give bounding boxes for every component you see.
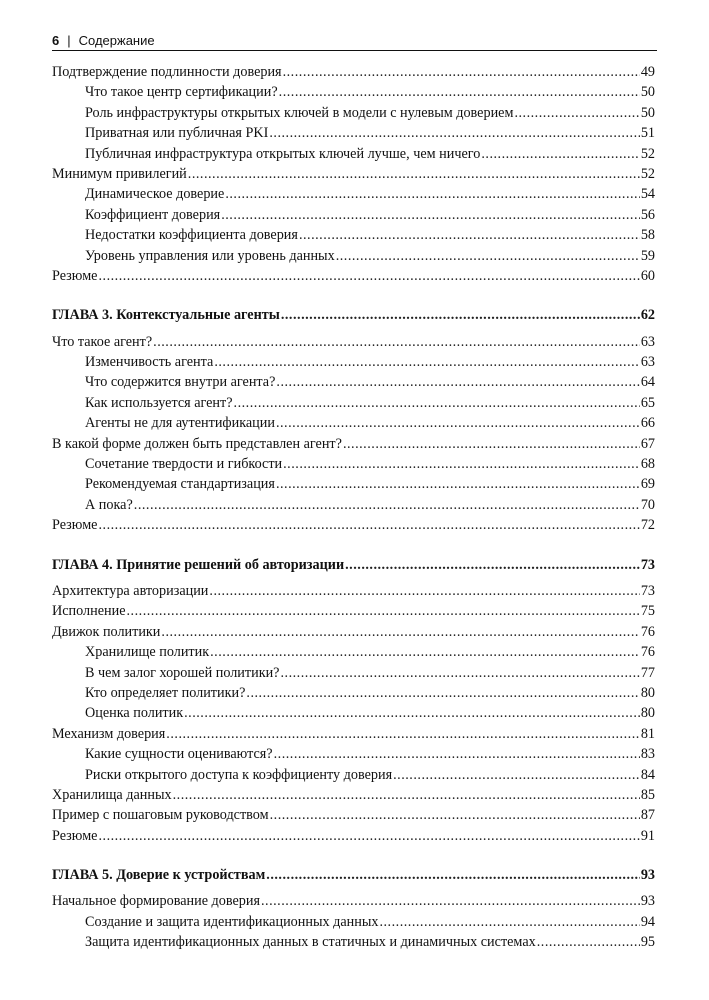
dot-leader xyxy=(379,912,639,932)
toc-entry-page: 80 xyxy=(640,684,655,701)
toc-entry xyxy=(52,82,655,102)
toc-entry xyxy=(52,332,655,352)
toc-entry-page: 68 xyxy=(640,456,655,473)
dot-leader xyxy=(188,164,640,184)
dot-leader xyxy=(234,393,640,413)
toc-entry-title: Архитектура авторизации xyxy=(52,582,209,599)
toc-entry-page: 64 xyxy=(640,374,655,391)
toc-entry xyxy=(52,372,655,392)
toc-entry xyxy=(52,205,655,225)
toc-entry-title: Хранилище политик xyxy=(85,644,210,661)
toc-entry xyxy=(52,663,655,683)
dot-leader xyxy=(225,184,640,204)
toc-entry xyxy=(52,826,655,846)
toc-entry-title: Риски открытого доступа к коэффициенту доверия xyxy=(85,766,393,783)
toc-entry xyxy=(52,266,655,286)
toc-entry-title: Кто определяет политики? xyxy=(85,684,246,701)
dot-leader xyxy=(276,474,640,494)
toc-entry xyxy=(52,495,655,515)
toc-entry-title: Резюме xyxy=(52,267,98,284)
toc-entry-title: А пока? xyxy=(85,496,133,513)
dot-leader xyxy=(283,62,640,82)
toc-entry xyxy=(52,434,655,454)
toc-entry xyxy=(52,724,655,744)
toc-entry xyxy=(52,581,655,601)
toc-entry-page: 93 xyxy=(640,893,655,910)
toc-entry-title: Резюме xyxy=(52,827,98,844)
toc-entry xyxy=(52,225,655,245)
dot-leader xyxy=(336,246,640,266)
toc-entry xyxy=(52,103,655,123)
dot-leader xyxy=(261,891,640,911)
toc-entry-title: Подтверждение подлинности доверия xyxy=(52,64,282,80)
toc-entry-title: Исполнение xyxy=(52,603,126,620)
dot-leader xyxy=(134,495,640,515)
dot-leader xyxy=(209,581,639,601)
toc-entry-page: 66 xyxy=(640,415,655,432)
toc-entry-page: 83 xyxy=(640,746,655,763)
toc-entry-page: 81 xyxy=(640,725,655,742)
toc-entry-title: Защита идентификационных данных в статичных и динамичных системах xyxy=(85,934,536,951)
toc-entry-page: 94 xyxy=(640,913,655,930)
toc-entry-page: 62 xyxy=(640,307,655,324)
dot-leader xyxy=(270,805,640,825)
dot-leader xyxy=(276,372,639,392)
toc-entry-title: Динамическое доверие xyxy=(85,186,225,203)
toc-entry xyxy=(52,601,655,621)
toc-entry-title: Приватная или публичная PKI xyxy=(85,125,269,142)
dot-leader xyxy=(280,663,639,683)
dot-leader xyxy=(184,703,640,723)
toc-entry xyxy=(52,246,655,266)
toc-entry xyxy=(52,474,655,494)
toc-entry-title: Начальное формирование доверия xyxy=(52,893,260,910)
dot-leader xyxy=(537,932,640,952)
toc-entry-page: 58 xyxy=(640,227,655,244)
dot-leader xyxy=(279,82,640,102)
toc-entry-title: Роль инфраструктуры открытых ключей в модели с нулевым доверием xyxy=(85,104,514,121)
toc-entry-title: Изменчивость агента xyxy=(85,354,214,371)
toc-entry xyxy=(52,891,655,911)
toc-entry-page: 63 xyxy=(640,333,655,350)
toc-entry-title: Создание и защита идентификационных данных xyxy=(85,913,379,930)
toc-entry-title: Недостатки коэффициента доверия xyxy=(85,227,298,244)
toc-entry-title: Пример с пошаговым руководством xyxy=(52,807,269,824)
toc-entry-title: Хранилища данных xyxy=(52,786,172,803)
dot-leader xyxy=(514,103,639,123)
toc-entry-page: 80 xyxy=(640,705,655,722)
toc-entry xyxy=(52,932,655,952)
dot-leader xyxy=(246,683,639,703)
toc-entry-page: 50 xyxy=(640,84,655,101)
toc-entry-title: Резюме xyxy=(52,517,98,534)
toc-chapter-entry xyxy=(52,555,655,575)
dot-leader xyxy=(269,123,639,143)
toc-entry-page: 54 xyxy=(640,186,655,203)
dot-leader xyxy=(210,642,640,662)
dot-leader xyxy=(345,555,640,575)
dot-leader xyxy=(153,332,640,352)
toc-entry-page: 73 xyxy=(640,556,655,573)
toc-entry-title: Что такое центр сертификации? xyxy=(85,84,278,101)
toc-entry-page: 67 xyxy=(640,435,655,452)
table-of-contents xyxy=(52,62,655,953)
toc-entry xyxy=(52,352,655,372)
toc-entry-page: 84 xyxy=(640,766,655,783)
toc-entry-page: 93 xyxy=(640,867,655,884)
toc-entry-title: Агенты не для аутентификации xyxy=(85,415,275,432)
toc-entry-page: 50 xyxy=(640,104,655,121)
toc-entry xyxy=(52,144,655,164)
toc-entry xyxy=(52,515,655,535)
toc-entry xyxy=(52,765,655,785)
toc-entry-page: 70 xyxy=(640,496,655,513)
dot-leader xyxy=(161,622,639,642)
running-header xyxy=(52,33,657,48)
toc-entry-page: 72 xyxy=(640,517,655,534)
toc-entry-page: 73 xyxy=(640,582,655,599)
toc-entry-title: Публичная инфраструктура открытых ключей лучше, чем ничего xyxy=(85,145,481,162)
toc-entry-title: Коэффициент доверия xyxy=(85,206,221,223)
section-title: Содержание xyxy=(78,33,155,48)
dot-leader xyxy=(98,515,639,535)
toc-entry-page: 60 xyxy=(640,267,655,284)
toc-entry xyxy=(52,62,655,82)
toc-entry-title: Что такое агент? xyxy=(52,333,153,350)
toc-entry-title: Что содержится внутри агента? xyxy=(85,374,276,391)
toc-entry-title: Уровень управления или уровень данных xyxy=(85,247,335,264)
toc-entry xyxy=(52,184,655,204)
toc-entry-title: Движок политики xyxy=(52,623,161,640)
toc-entry-title: ГЛАВА 5. Доверие к устройствам xyxy=(52,867,266,884)
toc-entry-page: 77 xyxy=(640,664,655,681)
toc-entry-page: 56 xyxy=(640,206,655,223)
toc-entry-page: 52 xyxy=(640,165,655,182)
toc-entry xyxy=(52,622,655,642)
toc-entry-page: 51 xyxy=(640,125,655,142)
toc-entry-title: Какие сущности оцениваются? xyxy=(85,746,273,763)
toc-entry xyxy=(52,703,655,723)
toc-entry xyxy=(52,164,655,184)
toc-entry-page: 52 xyxy=(640,145,655,162)
toc-entry xyxy=(52,642,655,662)
toc-entry-title: Минимум привилегий xyxy=(52,165,187,182)
toc-entry xyxy=(52,785,655,805)
dot-leader xyxy=(343,434,640,454)
toc-entry-page: 59 xyxy=(640,247,655,264)
dot-leader xyxy=(127,601,640,621)
toc-entry-page: 76 xyxy=(640,644,655,661)
toc-entry-title: ГЛАВА 3. Контекстуальные агенты xyxy=(52,307,280,324)
toc-entry-title: ГЛАВА 4. Принятие решений об авторизации xyxy=(52,556,345,573)
toc-chapter-entry xyxy=(52,305,655,325)
dot-leader xyxy=(393,765,640,785)
dot-leader xyxy=(214,352,640,372)
toc-entry-title: В чем залог хорошей политики? xyxy=(85,664,280,681)
dot-leader xyxy=(281,305,640,325)
toc-entry-page: 69 xyxy=(640,476,655,493)
toc-entry-page: 87 xyxy=(640,807,655,824)
toc-entry-page: 85 xyxy=(640,786,655,803)
dot-leader xyxy=(98,826,639,846)
dot-leader xyxy=(173,785,640,805)
toc-entry xyxy=(52,744,655,764)
toc-entry xyxy=(52,393,655,413)
dot-leader xyxy=(481,144,639,164)
dot-leader xyxy=(166,724,640,744)
toc-entry xyxy=(52,123,655,143)
dot-leader xyxy=(283,454,640,474)
toc-entry xyxy=(52,454,655,474)
toc-entry xyxy=(52,805,655,825)
toc-entry-page: 91 xyxy=(640,827,655,844)
header-rule xyxy=(52,50,657,51)
dot-leader xyxy=(276,413,640,433)
dot-leader xyxy=(266,865,640,885)
toc-entry-page: 65 xyxy=(640,394,655,411)
toc-entry xyxy=(52,912,655,932)
page-number: 6 xyxy=(52,33,60,48)
toc-chapter-entry xyxy=(52,865,655,885)
header-separator: | xyxy=(67,33,71,48)
toc-entry-page: 95 xyxy=(640,934,655,951)
toc-entry xyxy=(52,413,655,433)
toc-entry-title: В какой форме должен быть представлен агент? xyxy=(52,435,342,452)
toc-entry-title: Механизм доверия xyxy=(52,725,166,742)
dot-leader xyxy=(221,205,640,225)
toc-entry-page: 49 xyxy=(640,64,655,80)
dot-leader xyxy=(274,744,640,764)
toc-entry-title: Оценка политик xyxy=(85,705,184,722)
toc-entry-title: Как используется агент? xyxy=(85,394,233,411)
dot-leader xyxy=(299,225,640,245)
toc-entry-page: 76 xyxy=(640,623,655,640)
toc-entry-page: 63 xyxy=(640,354,655,371)
dot-leader xyxy=(98,266,639,286)
toc-entry-page: 75 xyxy=(640,603,655,620)
toc-entry-title: Сочетание твердости и гибкости xyxy=(85,456,283,473)
toc-entry xyxy=(52,683,655,703)
toc-entry-title: Рекомендуемая стандартизация xyxy=(85,476,275,493)
